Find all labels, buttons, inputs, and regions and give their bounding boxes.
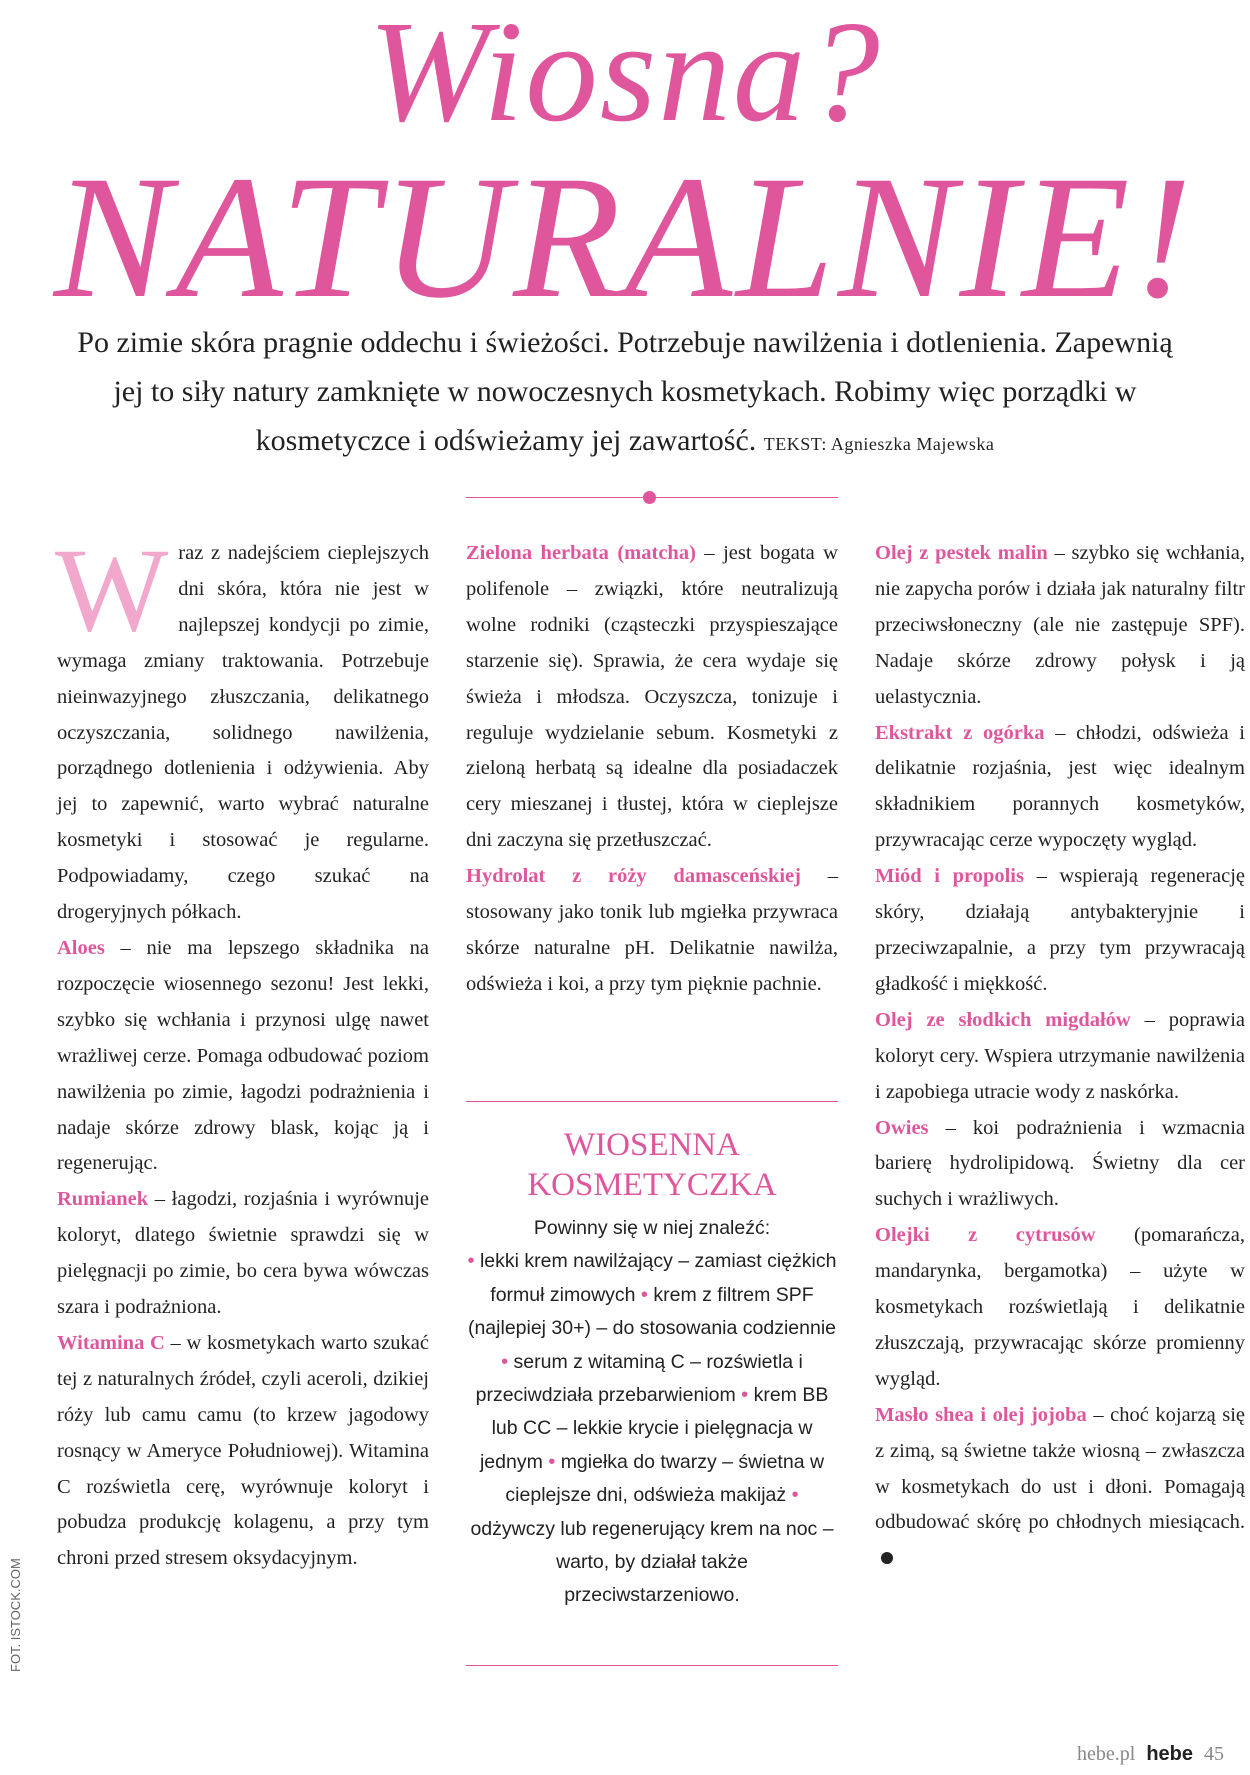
ingredient-item <box>875 1111 1245 1219</box>
ingredient-description: – w kosmetykach warto szukać tej z naturalnych źródeł, czyli aceroli, dzikiej róży lub camu camu (to krzew jagodowy rosnący w Ameryce Południowej). Witamina C rozświetla cerę, wyrównuje koloryt i pobudza produkcję kolagenu, a przy tym chroni przed stresem oksydacyjnym. <box>57 1331 429 1570</box>
ingredient-description: – stosowany jako tonik lub mgiełka przywraca skórze naturalne pH. Delikatnie nawilża, odświeża i koi, a przy tym pięknie pachnie. <box>466 865 838 995</box>
divider-dot <box>643 491 656 504</box>
ingredient-name: Owies <box>875 1116 929 1139</box>
ingredient-name: Ekstrakt z ogórka <box>875 721 1045 744</box>
bullet-dot: • <box>548 1450 556 1473</box>
ingredient-name: Olej ze słodkich migdałów <box>875 1008 1131 1031</box>
ingredient-description: – jest bogata w polifenole – związki, które neutralizują wolne rodniki (cząsteczki przyspieszające starzenie się). Sprawia, że cera wydaje się świeża i młodsza. Oczyszcza, tonizuje i reguluje wydzielanie sebum. Kosmetyki z zieloną herbatą są idealne dla posiadaczek cery mieszanej i tłustej, która w cieplejsze dni zaczyna się przetłuszczać. <box>466 542 838 852</box>
ingredient-description: – poprawia koloryt cery. Wspiera utrzymanie nawilżenia i zapobiega utracie wody z naskórka. <box>875 1008 1246 1103</box>
end-mark <box>881 1552 893 1564</box>
lead-paragraph <box>60 318 1190 469</box>
checklist-item: odżywczy lub regenerujący krem na noc – warto, by działał także przeciwstarzeniowo. <box>470 1517 834 1607</box>
ingredient-item <box>875 859 1245 1003</box>
ingredient-description: – wspierają regenerację skóry, działają antybakteryjnie i przeciwzapalnie, a przy tym przywracają gładkość i miękkość. <box>875 865 1245 995</box>
bullet-dot: • <box>501 1350 509 1373</box>
ingredient-name: Olejki z cytrusów <box>875 1224 1096 1247</box>
headline-line-1: Wiosna? <box>368 0 882 152</box>
ingredient-description: (pomarańcza, mandarynka, bergamotka) – użyte w kosmetykach rozświetlają i delikatnie złuszczają, przywracając skórze promienny wygląd. <box>875 1224 1245 1390</box>
bullet-dot: • <box>640 1283 648 1306</box>
box-title-line-1: WIOSENNA <box>564 1127 740 1163</box>
bullet-dot: • <box>467 1250 475 1273</box>
ingredient-description: – łagodzi, rozjaśnia i wyrównuje koloryt, dlatego świetnie sprawdzi się w pielęgnacji po zimie, bo cera bywa wówczas szara i podrażniona. <box>57 1188 429 1319</box>
ingredient-name: Rumianek <box>57 1188 149 1211</box>
intro-text: raz z nadejściem cieplejszych dni skóra, która nie jest w najlepszej kondycji po zimie, wymaga zmiany traktowania. Potrzebuje nieinwazyjnego złuszczania, delikatnego oczyszczania, solidnego nawilżenia, porządnego dotlenienia i odżywienia. Aby jej to zapewnić, warto wybrać naturalne kosmetyki i stosować je regularne. Podpowiadamy, czego szukać na drogeryjnych półkach. <box>57 542 429 924</box>
ingredient-item <box>875 1003 1245 1111</box>
ingredient-item <box>57 931 429 1182</box>
ingredient-name: Zielona herbata (matcha) <box>466 542 696 564</box>
ingredient-item <box>875 536 1245 716</box>
ingredient-name: Hydrolat z róży damasceńskiej <box>466 865 801 888</box>
ingredient-description: – szybko się wchłania, nie zapycha porów i działa jak naturalny filtr przeciwsłoneczny (ale nie zastępuje SPF). Nadaje skórze zdrowy połysk i ją uelastycznia. <box>875 542 1245 708</box>
checklist-item: serum z witaminą C – rozświetla i przeciwdziała przebarwieniom <box>475 1350 803 1407</box>
page-number: 45 <box>1204 1743 1224 1765</box>
author-credit: TEKST: Agnieszka Majewska <box>763 434 995 454</box>
column-1 <box>55 523 429 1577</box>
footer-brand-logo: hebe <box>1146 1743 1193 1765</box>
ingredient-description: – chłodzi, odświeża i delikatnie rozjaśnia, jest więc idealnym składnikiem porannych kosmetyków, przywracając cerze wypoczęty wygląd. <box>875 721 1246 852</box>
ingredient-item <box>875 1218 1245 1398</box>
ingredient-description: – choć kojarzą się z zimą, są świetne także wiosną – zwłaszcza w kosmetykach do ust i dłoni. Pomagają odbudować skórę po chłodnych miesiącach. <box>875 1403 1245 1534</box>
photo-credit: FOT. ISTOCK.COM <box>8 1558 23 1672</box>
box-bottom-rule <box>466 1665 838 1666</box>
column-3 <box>875 536 1245 1577</box>
ingredient-name: Miód i propolis <box>875 865 1024 888</box>
column-2 <box>466 536 838 1003</box>
ingredient-description: – koi podrażnienia i wzmacnia barierę hydrolipidową. Świetny dla cer suchych i wrażliwych. <box>875 1116 1245 1211</box>
box-top-rule <box>466 1101 838 1102</box>
bullet-dot: • <box>791 1484 799 1507</box>
checklist-item: lekki krem nawilżający – zamiast ciężkich formuł zimowych <box>479 1250 837 1306</box>
page-footer <box>1077 1743 1224 1766</box>
ingredient-description: – nie ma lepszego składnika na rozpoczęcie wiosennego sezonu! Jest lekki, szybko się wchłania i przynosi ulgę nawet wrażliwej cerze. Pomaga odbudować poziom nawilżenia po zimie, łagodzi podrażnienia i nadaje skórze zdrowy blask, kojąc ją i regenerując. <box>57 936 429 1175</box>
checklist-item: krem z filtrem SPF (najlepiej 30+) – do stosowania codziennie <box>467 1283 837 1340</box>
box-intro: Powinny się w niej znaleźć: <box>533 1217 771 1239</box>
ingredient-item <box>466 536 838 859</box>
ingredient-name: Aloes <box>57 936 105 959</box>
headline-line-2: NATURALNIE! <box>53 140 1197 335</box>
ingredient-item <box>466 859 838 1003</box>
ingredient-name: Witamina C <box>57 1331 165 1354</box>
drop-cap: W <box>55 523 169 656</box>
ingredient-item <box>875 1398 1245 1578</box>
intro-paragraph <box>55 523 429 931</box>
checklist-item: mgiełka do twarzy – świetna w cieplejsze dni, odświeża makijaż <box>505 1450 825 1507</box>
box-title <box>466 1125 838 1205</box>
checklist-item: krem BB lub CC – lekkie krycie i pielęgnacja w jednym <box>479 1384 829 1473</box>
ingredient-item <box>57 1326 429 1577</box>
ingredient-item <box>57 1182 429 1326</box>
ingredient-name: Masło shea i olej jojoba <box>875 1403 1087 1426</box>
ingredient-name: Olej z pestek malin <box>875 542 1048 564</box>
lead-text: Po zimie skóra pragnie oddechu i świeżości. Potrzebuje nawilżenia i dotlenienia. Zapewnią jej to siły natury zamknięte w nowoczesnych kosmetykach. Robimy więc porządki w kosmetyczce i odświeżamy jej zawartość. <box>77 326 1173 457</box>
box-title-line-2: KOSMETYCZKA <box>527 1167 777 1203</box>
footer-website: hebe.pl <box>1077 1743 1136 1765</box>
box-body <box>466 1212 838 1613</box>
ingredient-item <box>875 716 1245 860</box>
bullet-dot: • <box>741 1384 749 1407</box>
